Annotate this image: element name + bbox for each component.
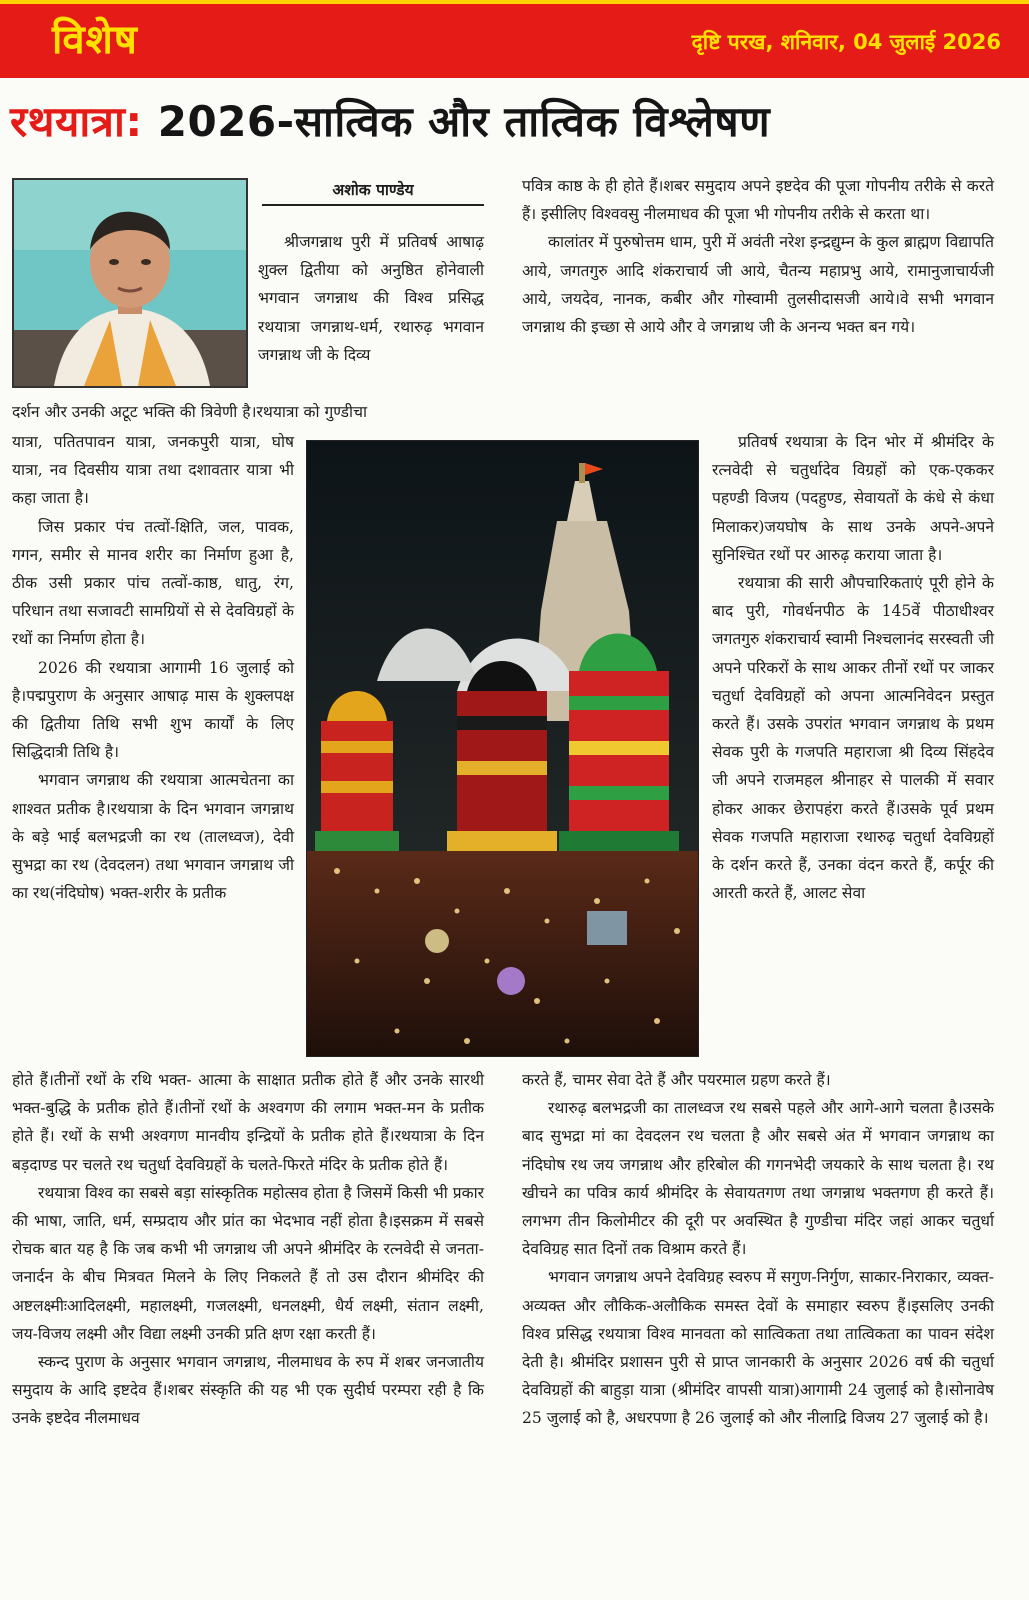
header-band — [0, 0, 1029, 78]
author-photo — [12, 178, 248, 388]
headline-main: 2026-सात्विक और तात्विक विश्लेषण — [157, 97, 771, 146]
intro-wide-line — [12, 398, 484, 426]
paragraph: स्कन्द पुराण के अनुसार भगवान जगन्नाथ, नीलमाधव के रुप में शबर जनजातीय समुदाय के आदि इष्टदेव हैं।शबर संस्कृति की यह भी एक सुदीर्घ परम्परा रही है कि उनके इष्टदेव नीलमाधव — [12, 1353, 484, 1428]
rath-yatra-photo — [306, 440, 699, 1057]
intro-short-column — [258, 228, 484, 369]
paragraph: रथयात्रा की सारी औपचारिकताएं पूरी होने के बाद पुरी, गोवर्धनपीठ के 145वें पीठाधीश्वर जगतगुरु शंकराचार्य स्वामी निश्चलानंद सरस्वती जी अपने परिकरों के साथ आकर तीनों रथों पर जाकर चतुर्धा देवविग्रहों को अपना आत्मनिवेदन प्रस्तुत करते हैं। उसके उपरांत भगवान जगन्नाथ के प्रथम सेवक पुरी के गजपति महाराजा श्री दिव्य सिंहदेव जी अपने राजमहल श्रीनाहर से पालकी में सवार होकर आकर छेरापहंरा करते हैं।उसके पूर्व प्रथम सेवक गजपति महाराजा रथारुढ़ चतुर्धा देवविग्रहों के दर्शन करते हैं, उनका वंदन करते हैं, कर्पूर की आरती करते हैं, आलट सेवा — [712, 574, 994, 903]
dateline: दृष्टि परख, शनिवार, 04 जुलाई 2026 — [691, 30, 1001, 54]
paragraph: रथयात्रा विश्व का सबसे बड़ा सांस्कृतिक महोत्सव होता है जिसमें किसी भी प्रकार की भाषा, जाति, धर्म, सम्प्रदाय और प्रांत का भेदभाव नहीं होता है।इसक्रम में सबसे रोचक बात यह है कि जब कभी भी जगन्नाथ जी अपने श्रीमंदिर के रत्नवेदी से जनता-जनार्दन के बीच मित्रवत मिलने के लिए निकलते हैं तो उस दौरान श्रीमंदिर की अष्टलक्ष्मीःआदिलक्ष्मी, महालक्ष्मी, गजलक्ष्मी, धनलक्ष्मी, धैर्य लक्ष्मी, संतान लक्ष्मी, जय-विजय लक्ष्मी और विद्या लक्ष्मी उनकी प्रति क्षण रक्षा करती हैं। — [12, 1183, 484, 1343]
author-portrait-image — [14, 180, 246, 386]
paragraph: भगवान जगन्नाथ अपने देवविग्रह स्वरुप में सगुण-निर्गुण, साकार-निराकार, व्यक्त-अव्यक्त और लौकिक-अलौकिक समस्त देवों के समाहार स्वरुप हैं।इसलिए उनकी विश्व प्रसिद्ध रथयात्रा विश्व मानवता को सात्विकता तथा तात्विकता का पावन संदेश देती है। श्रीमंदिर प्रशासन पुरी से प्राप्त जानकारी के अनुसार 2026 वर्ष की चतुर्धा देवविग्रहों की बाहुड़ा यात्रा (श्रीमंदिर वापसी यात्रा)आगामी 24 जुलाई को है।सोनावेष 25 जुलाई को है, अधरपणा है 26 जुलाई को और नीलाद्रि विजय 27 जुलाई को है। — [522, 1268, 994, 1428]
paragraph: करते हैं, चामर सेवा देते हैं और पयरमाल ग्रहण करते हैं। — [522, 1071, 831, 1089]
left-narrow-column — [12, 428, 294, 907]
paragraph: पवित्र काष्ठ के ही होते हैं।शबर समुदाय अपने इष्टदेव की पूजा गोपनीय तरीके से करते हैं। इसीलिए विश्ववसु नीलमाधव की पूजा भी गोपनीय तरीके से करता था। — [522, 177, 994, 224]
author-byline: अशोक पाण्डेय — [262, 178, 484, 206]
right-wide-column — [522, 1066, 994, 1433]
rath-yatra-image — [307, 441, 698, 1056]
paragraph: 2026 की रथयात्रा आगामी 16 जुलाई को है।पद्मपुराण के अनुसार आषाढ़ मास के शुक्लपक्ष की द्वितीया तिथि सभी शुभ कार्यों के लिए सिद्धिदात्री तिथि है। — [12, 658, 294, 762]
paragraph: होते हैं।तीनों रथों के रथि भक्त- आत्मा के साक्षात प्रतीक होते हैं और उनके सारथी भक्त-बुद्धि के प्रतीक होते हैं।तीनों रथों के अश्वगण की लगाम भक्त-मन के प्रतीक होते हैं। रथों के सभी अश्वगण मानवीय इन्द्रियों के प्रतीक होते हैं।रथयात्रा के दिन बड़दाण्ड पर चलते रथ चतुर्धा देवविग्रहों के चलते-फिरते मंदिर के प्रतीक होते हैं। — [12, 1071, 484, 1174]
headline — [10, 92, 770, 149]
paragraph: रथारुढ़ बलभद्रजी का तालध्वज रथ सबसे पहले और आगे-आगे चलता है।उसके बाद सुभद्रा मां का देवदलन रथ चलता है और सबसे अंत में भगवान जगन्नाथ का नंदिघोष रथ जय जगन्नाथ और हरिबोल की गगनभेदी जयकारे के साथ चलता है। रथ खीचने का पवित्र कार्य श्रीमंदिर के सेवायतगण तथा जगन्नाथ भक्तगण ही करते हैं।लगभग तीन किलोमीटर की दूरी पर अवस्थित है गुण्डीचा मंदिर जहां आकर चतुर्धा देवविग्रह सात दिनों तक विश्राम करते हैं। — [522, 1099, 994, 1259]
left-wide-column — [12, 1066, 484, 1433]
headline-prefix: रथयात्रा: — [10, 97, 143, 146]
section-label: विशेष — [52, 17, 138, 63]
paragraph: कालांतर में पुरुषोत्तम धाम, पुरी में अवंती नरेश इन्द्रद्युम्न के कुल ब्राह्मण विद्यापति आये, जगतगुरु आदि शंकराचार्य जी आये, चैतन्य महाप्रभु आये, रामानुजाचार्यजी आये, जयदेव, नानक, कबीर और गोस्वामी तुलसीदासजी आये।वे सभी भगवान जगन्नाथ की इच्छा से आये और वे जगन्नाथ जी के अनन्य भक्त बन गये। — [522, 233, 994, 337]
right-top-column — [522, 172, 994, 341]
paragraph: भगवान जगन्नाथ की रथयात्रा आत्मचेतना का शाश्वत प्रतीक है।रथयात्रा के दिन भगवान जगन्नाथ के बड़े भाई बलभद्रजी का रथ (तालध्वज), देवी सुभद्रा का रथ (देवदलन) तथा भगवान जगन्नाथ जी का रथ(नंदिघोष) भक्त-शरीर के प्रतीक — [12, 771, 294, 903]
paragraph: दर्शन और उनकी अटूट भक्ति की त्रिवेणी है।रथयात्रा को गुण्डीचा — [12, 403, 368, 421]
paragraph: यात्रा, पतितपावन यात्रा, जनकपुरी यात्रा, घोष यात्रा, नव दिवसीय यात्रा तथा दशावतार यात्रा भी कहा जाता है। — [12, 433, 294, 508]
paragraph: प्रतिवर्ष रथयात्रा के दिन भोर में श्रीमंदिर के रत्नवेदी से चतुर्धादेव विग्रहों को एक-एककर पहण्डी विजय (पदहुण्ड, सेवायतों के कंधे से कंधा मिलाकर)जयघोष के साथ उनके अपने-अपने सुनिश्चित रथों पर आरुढ़ कराया जाता है। — [712, 433, 994, 564]
paragraph: श्रीजगन्नाथ पुरी में प्रतिवर्ष आषाढ़ शुक्ल द्वितीया को अनुष्ठित होनेवाली भगवान जगन्नाथ की विश्व प्रसिद्ध रथयात्रा जगन्नाथ-धर्म, रथारुढ़ भगवान जगन्नाथ जी के दिव्य — [258, 233, 484, 364]
paragraph: जिस प्रकार पंच तत्वों-क्षिति, जल, पावक, गगन, समीर से मानव शरीर का निर्माण हुआ है, ठीक उसी प्रकार पांच तत्वों-काष्ठ, धातु, रंग, परिधान तथा सजावटी सामग्रियों से से देवविग्रहों के रथों का निर्माण होता है। — [12, 517, 294, 649]
right-narrow-column — [712, 428, 994, 907]
